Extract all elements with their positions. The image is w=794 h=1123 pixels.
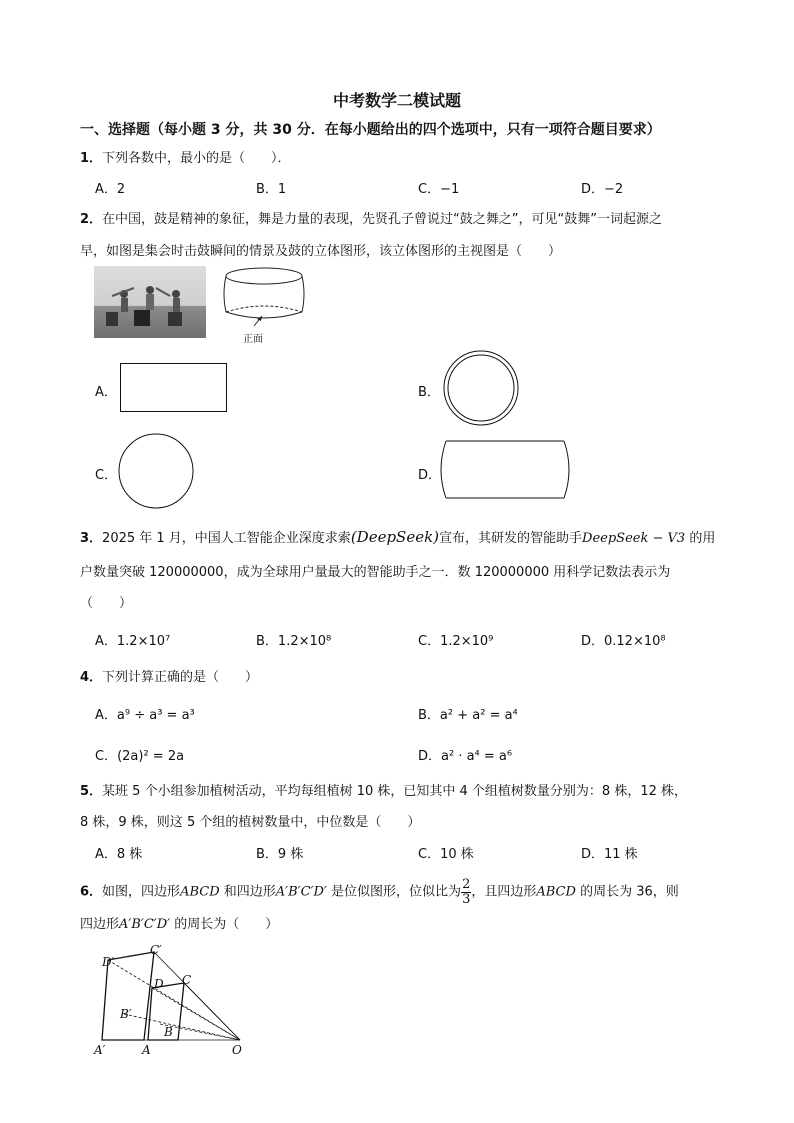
math-abcd: ABCD (180, 884, 220, 900)
q1-option-c: C．−1 (418, 182, 460, 197)
q4-option-b: B．a² + a² = a⁴ (418, 708, 518, 723)
question-number: 2． (80, 212, 103, 227)
q2-option-a: A． (95, 385, 117, 400)
q3-option-c: C．1.2×10⁹ (418, 634, 494, 649)
question-text: 和四边形 (223, 884, 276, 900)
label-b1: B′ (120, 1007, 132, 1021)
question-text: 在中国，鼓是精神的象征，舞是力量的表现，先贤孔子曾说过“鼓之舞之”，可见“鼓舞”一词起源之 (102, 212, 662, 227)
label-d1: D′ (102, 955, 115, 969)
question-6-line2 (80, 913, 278, 932)
q5-option-d: D．11 株 (581, 847, 638, 862)
q2-option-b: B． (418, 385, 440, 400)
question-text: 的周长为 36，则 (580, 884, 679, 900)
option-b-double-circle (443, 350, 521, 428)
front-label: 正面 (243, 334, 263, 345)
question-2-line2: 早，如图是集会时击鼓瞬间的情景及鼓的立体图形，该立体图形的主视图是（ ） (80, 244, 562, 259)
question-number: 5． (80, 784, 103, 799)
question-4 (80, 666, 258, 685)
question-text: ，且四边形 (471, 884, 537, 900)
question-number: 6． (80, 884, 103, 900)
question-6-line1 (80, 878, 679, 906)
math-deepseek: (DeepSeek) (350, 528, 440, 546)
math-a1b1c1d1: A′B′C′D′ (275, 884, 327, 900)
q3-option-b: B．1.2×10⁸ (256, 634, 332, 649)
q2-option-c: C． (95, 468, 118, 483)
q4-option-d: D．a² · a⁴ = a⁶ (418, 749, 513, 764)
math-deepseek-v3: DeepSeek − V3 (582, 531, 686, 546)
question-text: 的用 (689, 531, 716, 546)
question-5-line1 (80, 780, 687, 799)
label-a: A (142, 1043, 151, 1057)
q5-option-a: A．8 株 (95, 847, 143, 862)
q5-option-b: B．9 株 (256, 847, 304, 862)
question-5-line2: 8 株，9 株，则这 5 个组的植树数量中，中位数是（ ） (80, 815, 421, 830)
q3-option-a: A．1.2×10⁷ (95, 634, 171, 649)
question-2-line1 (80, 208, 662, 227)
question-text: 下列计算正确的是（ ） (102, 670, 259, 685)
drum-photo (94, 266, 206, 338)
q3-option-d: D．0.12×10⁸ (581, 634, 666, 649)
label-a1: A′ (94, 1043, 106, 1057)
drum-solid-figure (222, 264, 312, 344)
page-title: 中考数学二模试题 (332, 91, 461, 110)
label-c1: C′ (150, 943, 162, 957)
option-d-barrel (440, 440, 572, 500)
question-text: 是位似图形，位似比为 (331, 884, 462, 900)
question-number: 1． (80, 151, 103, 166)
q1-option-d: D．−2 (581, 182, 624, 197)
q1-option-a: A．2 (95, 182, 126, 197)
fraction-numerator: 2 (462, 877, 471, 892)
label-o: O (232, 1043, 242, 1057)
question-3-line2: 户数量突破 120000000，成为全球用户量最大的智能助手之一．数 120000000 用科学记数法表示为 (80, 565, 671, 580)
q2-option-d: D． (418, 468, 442, 483)
question-text: 如图，四边形 (102, 884, 181, 900)
question-text: 下列各数中，最小的是（ ）． (102, 151, 291, 166)
question-text: 四边形 (80, 917, 120, 932)
homothety-figure (90, 940, 260, 1060)
option-a-rectangle (120, 363, 228, 413)
option-c-circle (118, 433, 196, 511)
q4-option-c: C．(2a)² = 2a (95, 749, 185, 764)
question-text: 2025 年 1 月，中国人工智能企业深度求索 (102, 531, 351, 546)
question-text: 某班 5 个小组参加植树活动，平均每组植树 10 株，已知其中 4 个组植树数量分别为：8 株，12 株， (102, 784, 688, 799)
section-heading: 一、选择题（每小题 3 分，共 30 分．在每小题给出的四个选项中，只有一项符合题目要求） (80, 122, 661, 138)
question-text: 宣布，其研发的智能助手 (439, 531, 583, 546)
drum-photo-figures (94, 266, 206, 338)
q5-option-c: C．10 株 (418, 847, 474, 862)
math-abcd: ABCD (536, 884, 576, 900)
math-a1b1c1d1: A′B′C′D′ (119, 917, 171, 932)
ratio-fraction (461, 878, 471, 906)
question-1 (80, 147, 291, 166)
fraction-denominator: 3 (462, 891, 471, 907)
question-3-line1 (80, 527, 715, 546)
label-d: D (154, 977, 164, 991)
label-b: B (164, 1025, 173, 1039)
q4-option-a: A．a⁹ ÷ a³ = a³ (95, 708, 195, 723)
label-c: C (182, 973, 192, 987)
q1-option-b: B．1 (256, 182, 287, 197)
question-3-line3: （ ） (80, 596, 133, 611)
question-number: 3． (80, 531, 103, 546)
question-text: 的周长为（ ） (174, 917, 279, 932)
question-number: 4． (80, 670, 103, 685)
